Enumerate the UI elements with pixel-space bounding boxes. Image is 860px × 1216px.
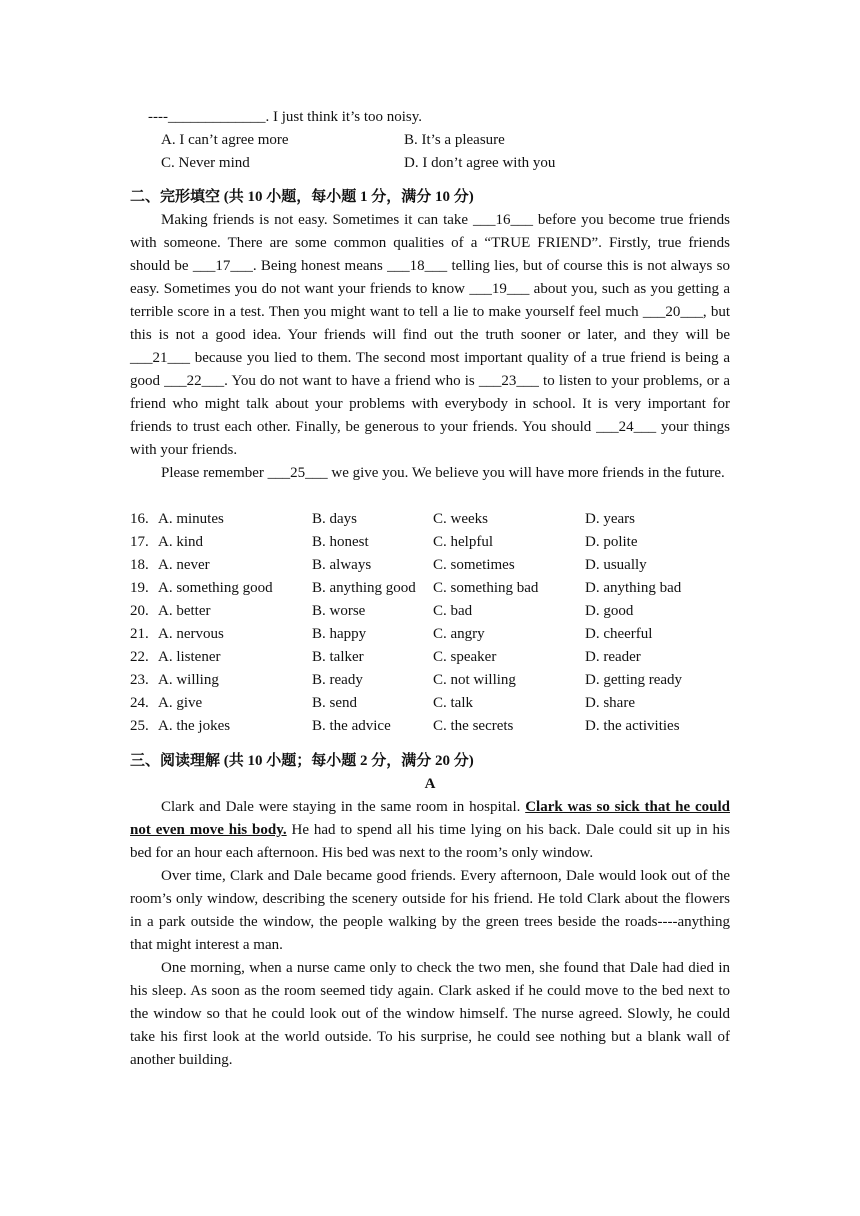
- option-c: C. speaker: [433, 649, 497, 665]
- question-number: 18.: [130, 557, 149, 573]
- cloze-paragraph-1: Making friends is not easy. Sometimes it can take ___16___ before you become true friends with someone. There are some common qualities of a “TRUE FRIEND”. Firstly, true friends should be ___17___. Being honest means ___18___ telling lies, but of course this is not always so easy. Sometimes you do not want your friends to know ___19___ about you, such as you getting a terrible score in a test. Then you might want to tell a lie to make yourself feel much ___20___, but this is not a good idea. Your friends will find out the truth sooner or later, and they will be ___21___ because you lied to them. The second most important quality of a true friend is being a good ___22___. You do not want to have a friend who is ___23___ to listen to your problems, or a friend who might talk about your problems with everybody in school. It is very important for friends to trust each other. Finally, be generous to your friends. You should ___24___ your things with your friends.: [130, 212, 730, 458]
- cloze-question-19: [130, 577, 730, 600]
- question-number: 22.: [130, 649, 149, 665]
- option-c: C. something bad: [433, 580, 539, 596]
- option-d: D. polite: [585, 534, 638, 550]
- question-number: 19.: [130, 580, 149, 596]
- q15-stem: ----_____________. I just think it’s too noisy.: [148, 109, 423, 125]
- spacer: [130, 485, 730, 508]
- cloze-question-22: [130, 646, 730, 669]
- q15-option-b: B. It’s a pleasure: [404, 132, 505, 148]
- option-b: B. anything good: [312, 580, 416, 596]
- reading-paragraph-3: One morning, when a nurse came only to check the two men, she found that Dale had died in his sleep. As soon as the room seemed tidy again. Clark asked if he could move to the bed next to the window so that he could look out of the window himself. The nurse agreed. Slowly, he could take his first look at the world outside. To his surprise, he could see nothing but a blank wall of another building.: [130, 960, 730, 1068]
- option-a: A. give: [158, 695, 203, 711]
- option-a: A. nervous: [158, 626, 224, 642]
- option-c: C. the secrets: [433, 718, 514, 734]
- cloze-question-16: [130, 508, 730, 531]
- option-a: A. willing: [158, 672, 219, 688]
- option-d: D. share: [585, 695, 635, 711]
- option-b: B. always: [312, 557, 372, 573]
- q15-option-d: D. I don’t agree with you: [404, 155, 556, 171]
- cloze-question-23: [130, 669, 730, 692]
- cloze-options-list: [130, 508, 730, 738]
- option-c: C. not willing: [433, 672, 516, 688]
- option-b: B. honest: [312, 534, 369, 550]
- reading-paragraph-2: Over time, Clark and Dale became good friends. Every afternoon, Dale would look out of the room’s only window, describing the scenery outside for his friend. He told Clark about the flowers in a park outside the window, the people walking by the green trees beside the roads----anything that might interest a man.: [130, 868, 730, 953]
- option-d: D. usually: [585, 557, 647, 573]
- option-a: A. never: [158, 557, 210, 573]
- section3-heading: 三、阅读理解 (共 10 小题；每小题 2 分，满分 20 分): [130, 753, 474, 769]
- q15-options-row-1: [130, 129, 730, 152]
- section2-heading: 二、完形填空 (共 10 小题，每小题 1 分，满分 10 分): [130, 189, 474, 205]
- option-b: B. days: [312, 511, 357, 527]
- question-number: 23.: [130, 672, 149, 688]
- cloze-question-17: [130, 531, 730, 554]
- cloze-question-25: [130, 715, 730, 738]
- option-c: C. bad: [433, 603, 473, 619]
- underlined-sentence: Clark was so sick that he could not even move his body.: [130, 799, 730, 838]
- option-d: D. the activities: [585, 718, 680, 734]
- document-content: [130, 106, 730, 1072]
- option-a: A. the jokes: [158, 718, 231, 734]
- option-d: D. years: [585, 511, 635, 527]
- option-a: A. listener: [158, 649, 221, 665]
- reading-paragraph-1: [130, 796, 730, 865]
- option-c: C. helpful: [433, 534, 493, 550]
- paragraph-text: Clark and Dale were staying in the same room in hospital.: [161, 799, 526, 815]
- option-b: B. talker: [312, 649, 364, 665]
- option-c: C. talk: [433, 695, 473, 711]
- passage-label: A: [424, 776, 436, 792]
- cloze-paragraph-2: Please remember ___25___ we give you. We believe you will have more friends in the future.: [161, 465, 725, 481]
- option-c: C. weeks: [433, 511, 488, 527]
- option-b: B. worse: [312, 603, 366, 619]
- cloze-question-24: [130, 692, 730, 715]
- question-number: 20.: [130, 603, 149, 619]
- option-d: D. anything bad: [585, 580, 682, 596]
- cloze-question-20: [130, 600, 730, 623]
- question-number: 25.: [130, 718, 149, 734]
- option-b: B. happy: [312, 626, 367, 642]
- option-a: A. kind: [158, 534, 203, 550]
- option-c: C. angry: [433, 626, 485, 642]
- question-number: 21.: [130, 626, 149, 642]
- q15-option-a: A. I can’t agree more: [161, 132, 289, 148]
- option-a: A. something good: [158, 580, 273, 596]
- option-d: D. reader: [585, 649, 641, 665]
- option-d: D. good: [585, 603, 634, 619]
- cloze-question-21: [130, 623, 730, 646]
- question-number: 17.: [130, 534, 149, 550]
- option-a: A. minutes: [158, 511, 224, 527]
- option-d: D. cheerful: [585, 626, 653, 642]
- option-b: B. send: [312, 695, 357, 711]
- question-number: 16.: [130, 511, 149, 527]
- option-a: A. better: [158, 603, 211, 619]
- option-d: D. getting ready: [585, 672, 683, 688]
- option-b: B. ready: [312, 672, 363, 688]
- option-b: B. the advice: [312, 718, 391, 734]
- q15-options-row-2: [130, 152, 730, 175]
- option-c: C. sometimes: [433, 557, 515, 573]
- question-number: 24.: [130, 695, 149, 711]
- paragraph-text: He had to spend all his time lying on his back. Dale could sit up in his bed for an hour each afternoon. His bed was next to the room’s only window.: [130, 822, 731, 861]
- cloze-question-18: [130, 554, 730, 577]
- q15-option-c: C. Never mind: [161, 155, 250, 171]
